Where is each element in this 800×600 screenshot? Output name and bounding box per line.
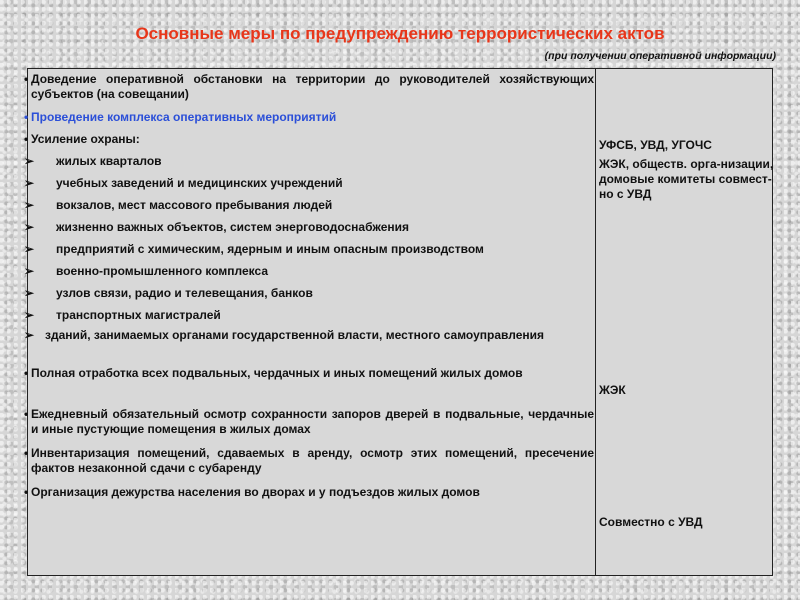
item-text: Проведение комплекса оперативных мероприятий <box>31 110 337 124</box>
bullet-icon: • <box>24 132 29 146</box>
list-item <box>24 446 594 476</box>
sub-item <box>24 154 594 169</box>
sub-item <box>24 198 594 213</box>
page-title: Основные меры по предупреждению террористических актов <box>135 24 665 43</box>
sub-item <box>24 264 594 279</box>
item-text: узлов связи, радио и телевещания, банков <box>56 286 313 300</box>
list-item <box>24 110 594 125</box>
list-item <box>24 485 594 500</box>
list-item <box>24 366 594 381</box>
item-text: Полная отработка всех подвальных, чердачных и иных помещений жилых домов <box>31 366 523 380</box>
item-text: Организация дежурства населения во дворах и у подъездов жилых домов <box>31 485 480 499</box>
arrow-icon: ➢ <box>24 220 35 234</box>
sub-item <box>24 242 594 257</box>
arrow-icon: ➢ <box>24 176 35 190</box>
bullet-icon: • <box>24 446 29 460</box>
arrow-icon: ➢ <box>24 328 35 342</box>
item-text: Усиление охраны: <box>31 132 140 146</box>
item-text: Ежедневный обязательный осмотр сохранности запоров дверей в подвальные, чердачные и иные пустующие помещения в жилых домах <box>31 407 594 436</box>
responsible-cell: ЖЭК <box>599 383 626 397</box>
bullet-icon: • <box>24 72 29 86</box>
list-item <box>24 132 594 147</box>
sub-item <box>24 176 594 191</box>
list-item <box>24 407 594 437</box>
arrow-icon: ➢ <box>24 198 35 212</box>
sub-item <box>24 308 594 323</box>
arrow-icon: ➢ <box>24 286 35 300</box>
arrow-icon: ➢ <box>24 308 35 322</box>
responsible-cell: ЖЭК, обществ. орга-низации, домовые комитеты совмест-но с УВД <box>599 157 774 201</box>
item-text: вокзалов, мест массового пребывания людей <box>56 198 333 212</box>
arrow-icon: ➢ <box>24 264 35 278</box>
page-subtitle: (при получении оперативной информации) <box>544 50 776 62</box>
responsible-cell: Совместно с УВД <box>599 515 703 529</box>
item-text: учебных заведений и медицинских учреждений <box>56 176 343 190</box>
bullet-icon: • <box>24 407 29 421</box>
column-divider <box>595 69 596 575</box>
sub-item <box>24 286 594 301</box>
sub-item <box>24 328 594 343</box>
arrow-icon: ➢ <box>24 154 35 168</box>
item-text: жилых кварталов <box>56 154 162 168</box>
sub-item <box>24 220 594 235</box>
item-text: военно-промышленного комплекса <box>56 264 269 278</box>
bullet-icon: • <box>24 110 29 124</box>
list-item <box>24 72 594 102</box>
item-text: Инвентаризация помещений, сдаваемых в аренду, осмотр этих помещений, пресечение фактов незаконной сдачи с субаренду <box>31 446 594 475</box>
item-text: жизненно важных объектов, систем энерговодоснабжения <box>56 220 409 234</box>
item-text: Доведение оперативной обстановки на территории до руководителей хозяйствующих субъектов (на совещании) <box>31 72 594 101</box>
arrow-icon: ➢ <box>24 242 35 256</box>
responsible-cell: УФСБ, УВД, УГОЧС <box>599 138 712 152</box>
bullet-icon: • <box>24 366 29 380</box>
item-text: транспортных магистралей <box>56 308 221 322</box>
item-text: предприятий с химическим, ядерным и иным опасным производством <box>56 242 484 256</box>
item-text: зданий, занимаемых органами государственной власти, местного самоуправления <box>45 328 545 342</box>
bullet-icon: • <box>24 485 29 499</box>
measures-table <box>24 68 774 576</box>
